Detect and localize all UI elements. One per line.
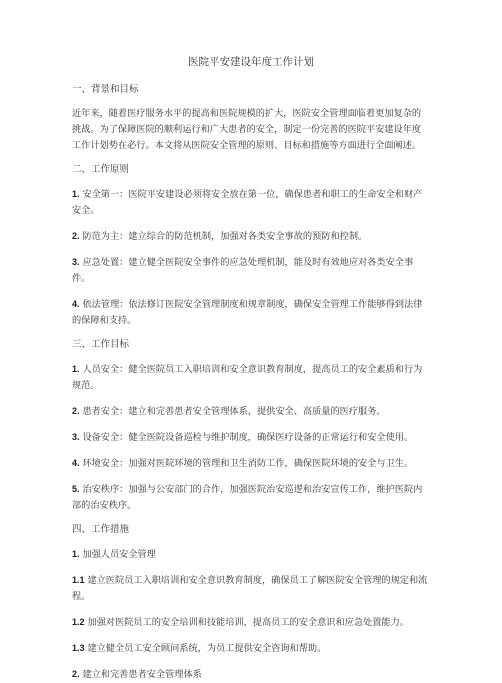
item-number: 1.3	[72, 643, 85, 653]
item-number: 5.	[72, 484, 80, 494]
item-number: 2.	[72, 669, 80, 679]
item-text: 安全第一：医院平安建设必须将安全放在第一位，确保患者和职工的生命安全和财产安全。	[72, 189, 423, 216]
item-text: 依法管理：依法修订医院安全管理制度和规章制度，确保安全管理工作能够得到法律的保障和支持。	[72, 299, 423, 326]
item-text: 建立和完善患者安全管理体系	[82, 669, 202, 680]
item-text: 应急处置：建立健全医院安全事件的应急处理机制，能及时有效地应对各类安全事件。	[72, 257, 414, 284]
item-number: 1.	[72, 364, 80, 374]
item-number: 2.	[72, 406, 80, 416]
section-heading-principles: 二、工作原则	[72, 164, 130, 175]
item-number: 1.1	[72, 575, 85, 585]
principle-item	[72, 228, 430, 245]
principle-item	[72, 296, 430, 329]
measure-item	[72, 572, 430, 605]
item-number: 4.	[72, 299, 80, 309]
section-heading-goals: 三、工作目标	[72, 339, 130, 350]
goal-item	[72, 403, 430, 420]
measure-item	[72, 546, 430, 563]
item-text: 环境安全：加强对医院环境的管理和卫生消防工作，确保医院环境的安全与卫生。	[82, 458, 414, 469]
item-number: 4.	[72, 458, 80, 468]
item-number: 1.2	[72, 617, 85, 627]
goal-item	[72, 361, 430, 394]
item-text: 患者安全：建立和完善患者安全管理体系，提供安全、高质量的医疗服务。	[82, 406, 386, 417]
item-number: 3.	[72, 432, 80, 442]
measure-item	[72, 614, 430, 631]
principle-item	[72, 254, 430, 287]
measure-item	[72, 666, 430, 683]
principle-item	[72, 186, 430, 219]
item-text: 设备安全：健全医院设备巡检与维护制度，确保医疗设备的正常运行和安全使用。	[82, 432, 414, 443]
goal-item	[72, 455, 430, 472]
item-text: 人员安全：健全医院员工入职培训和安全意识教育制度，提高员工的安全素质和行为规范。	[72, 364, 423, 391]
item-text: 加强对医院员工的安全培训和技能培训，提高员工的安全意识和应急处置能力。	[87, 617, 409, 628]
item-number: 1.	[72, 189, 80, 199]
item-number: 3.	[72, 257, 80, 267]
goal-item	[72, 429, 430, 446]
section-heading-background: 一、背景和目标	[72, 84, 139, 95]
section-heading-measures: 四、工作措施	[72, 524, 130, 535]
item-text: 防范为主：建立综合的防范机制，加强对各类安全事故的预防和控制。	[82, 231, 368, 242]
item-text: 建立医院员工入职培训和安全意识教育制度，确保员工了解医院安全管理的规定和流程。	[72, 575, 428, 602]
item-number: 2.	[72, 231, 80, 241]
background-paragraph: 近年来，随着医疗服务水平的提高和医院规模的扩大，医院安全管理面临着更加复杂的挑战。为了保障医院的顺利运行和广大患者的安全，制定一份完善的医院平安建设年度工作计划势在必行。本文将从医院安全管理的原则、目标和措施等方面进行全面阐述。	[72, 108, 422, 151]
document-title: 医院平安建设年度工作计划	[188, 56, 314, 68]
item-text: 治安秩序：加强与公安部门的合作，加强医院治安巡逻和治安宣传工作，维护医院内部的治安秩序。	[72, 484, 423, 511]
item-number: 1.	[72, 549, 80, 559]
goal-item	[72, 481, 430, 514]
item-text: 加强人员安全管理	[82, 549, 156, 560]
item-text: 建立健全员工安全顾问系统，为员工提供安全咨询和帮助。	[87, 643, 327, 654]
